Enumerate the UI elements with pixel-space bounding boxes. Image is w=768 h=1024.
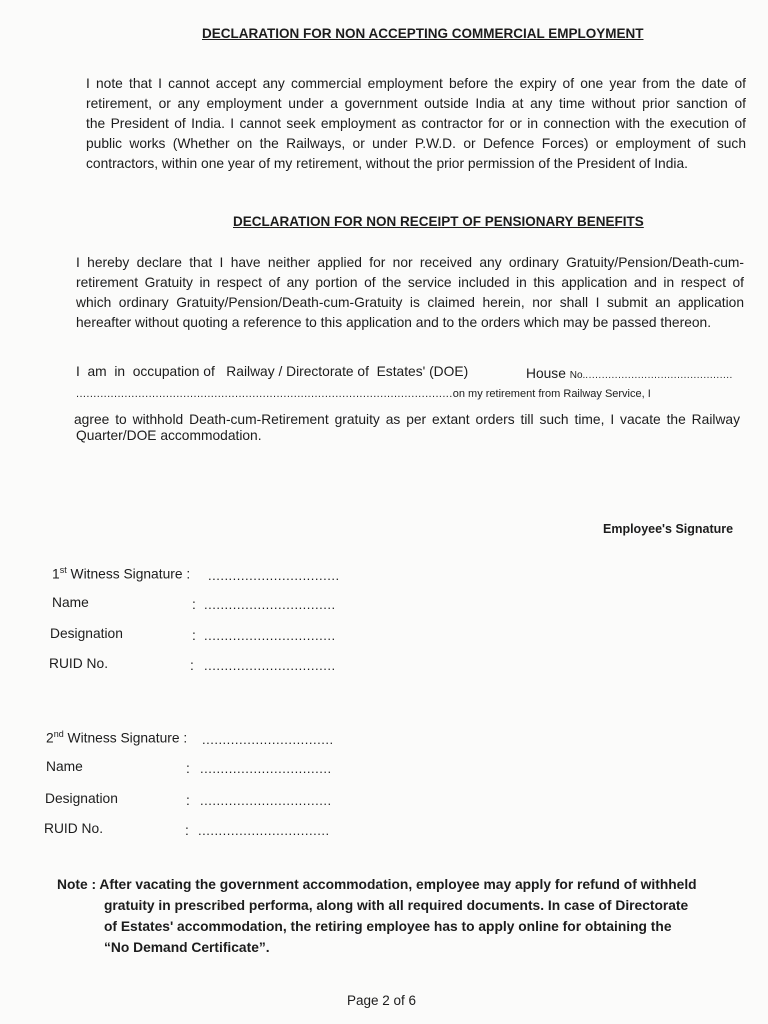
colon: : bbox=[186, 793, 190, 808]
note-line: Note : After vacating the government accommodation, employee may apply for refund of withheld bbox=[57, 877, 697, 892]
colon: : bbox=[190, 658, 194, 673]
witness1-ruid-field[interactable]: ................................ bbox=[204, 658, 336, 673]
witness2-name-label: Name bbox=[46, 759, 83, 774]
page-number: Page 2 of 6 bbox=[347, 993, 417, 1008]
paragraph-line: the President of India. I cannot seek employment as contractor for or in connection with the execution of bbox=[86, 116, 746, 131]
paragraph-line: contractors, within one year of my retirement, without the prior permission of the President of India. bbox=[86, 156, 688, 171]
note-line: of Estates' accommodation, the retiring employee has to apply online for obtaining the bbox=[104, 919, 672, 934]
colon: : bbox=[185, 823, 189, 838]
witness2-ruid-label: RUID No. bbox=[44, 821, 104, 836]
colon: : bbox=[192, 597, 196, 612]
witness1-designation-field[interactable]: ................................ bbox=[204, 628, 336, 643]
paragraph-line: hereafter without quoting a reference to this application and to the orders which may be passed thereon. bbox=[76, 315, 712, 330]
witness2-designation-label: Designation bbox=[45, 791, 118, 806]
witness2-ruid-field[interactable]: ................................ bbox=[198, 823, 330, 838]
withhold-gratuity-line: agree to withhold Death-cum-Retirement gratuity as per extant orders till such time, I vacate the Railway bbox=[74, 412, 740, 427]
witness2-name-field[interactable]: ................................ bbox=[200, 761, 332, 776]
witness1-signature-field[interactable]: ................................ bbox=[208, 568, 340, 583]
colon: : bbox=[192, 628, 196, 643]
witness1-designation-label: Designation bbox=[50, 626, 123, 641]
accommodation-line: Quarter/DOE accommodation. bbox=[76, 428, 262, 443]
paragraph-line: retirement, or any employment under a government outside India at any time without prior sanction of bbox=[86, 96, 746, 111]
paragraph-line: retirement Gratuity in respect of any portion of the service included in this application and in respect of bbox=[76, 275, 744, 290]
note-block bbox=[57, 874, 697, 958]
paragraph-line: I hereby declare that I have neither applied for nor received any ordinary Gratuity/Pension/Death-cum- bbox=[76, 255, 744, 270]
paragraph-line: I note that I cannot accept any commercial employment before the expiry of one year from the date of bbox=[86, 76, 746, 91]
house-no-label: No. bbox=[569, 370, 586, 381]
witness2-designation-field[interactable]: ................................ bbox=[200, 793, 332, 808]
witness2-signature-field[interactable]: ................................ bbox=[202, 732, 334, 747]
witness1-ruid-label: RUID No. bbox=[49, 656, 109, 671]
witness1-name-label: Name bbox=[52, 595, 89, 610]
retirement-text: on my retirement from Railway Service, I bbox=[452, 388, 651, 400]
note-line: gratuity in prescribed performa, along with all required documents. In case of Directorate bbox=[104, 898, 689, 913]
paragraph-line: which ordinary Gratuity/Pension/Death-cum-Gratuity is claimed herein, nor shall I submit an application bbox=[76, 295, 744, 310]
colon: : bbox=[186, 761, 190, 776]
witness2-signature-label: 2nd Witness Signature : bbox=[46, 729, 188, 746]
paragraph-line: public works (Whether on the Railways, or under P.W.D. or Defence Forces) or employment of such bbox=[86, 136, 746, 151]
paragraph-pensionary-benefits bbox=[76, 253, 744, 333]
witness1-name-field[interactable]: ................................ bbox=[204, 597, 336, 612]
occupation-line: I am in occupation of Railway / Directorate of Estates' (DOE) bbox=[76, 364, 469, 379]
house-no-field[interactable]: House No.............................................. bbox=[526, 366, 733, 381]
note-line: “No Demand Certificate”. bbox=[104, 940, 270, 955]
heading-non-receipt-pensionary-benefits: DECLARATION FOR NON RECEIPT OF PENSIONARY BENEFITS bbox=[233, 214, 644, 229]
house-address-field[interactable]: .............................................................................................................on my retirement from Railway Service, I bbox=[76, 388, 651, 400]
witness1-signature-label: 1st Witness Signature : bbox=[52, 565, 191, 582]
heading-non-accepting-commercial-employment: DECLARATION FOR NON ACCEPTING COMMERCIAL EMPLOYMENT bbox=[202, 26, 644, 41]
employee-signature-label: Employee's Signature bbox=[603, 522, 734, 536]
house-label: House bbox=[526, 366, 566, 381]
paragraph-commercial-employment bbox=[86, 74, 746, 174]
